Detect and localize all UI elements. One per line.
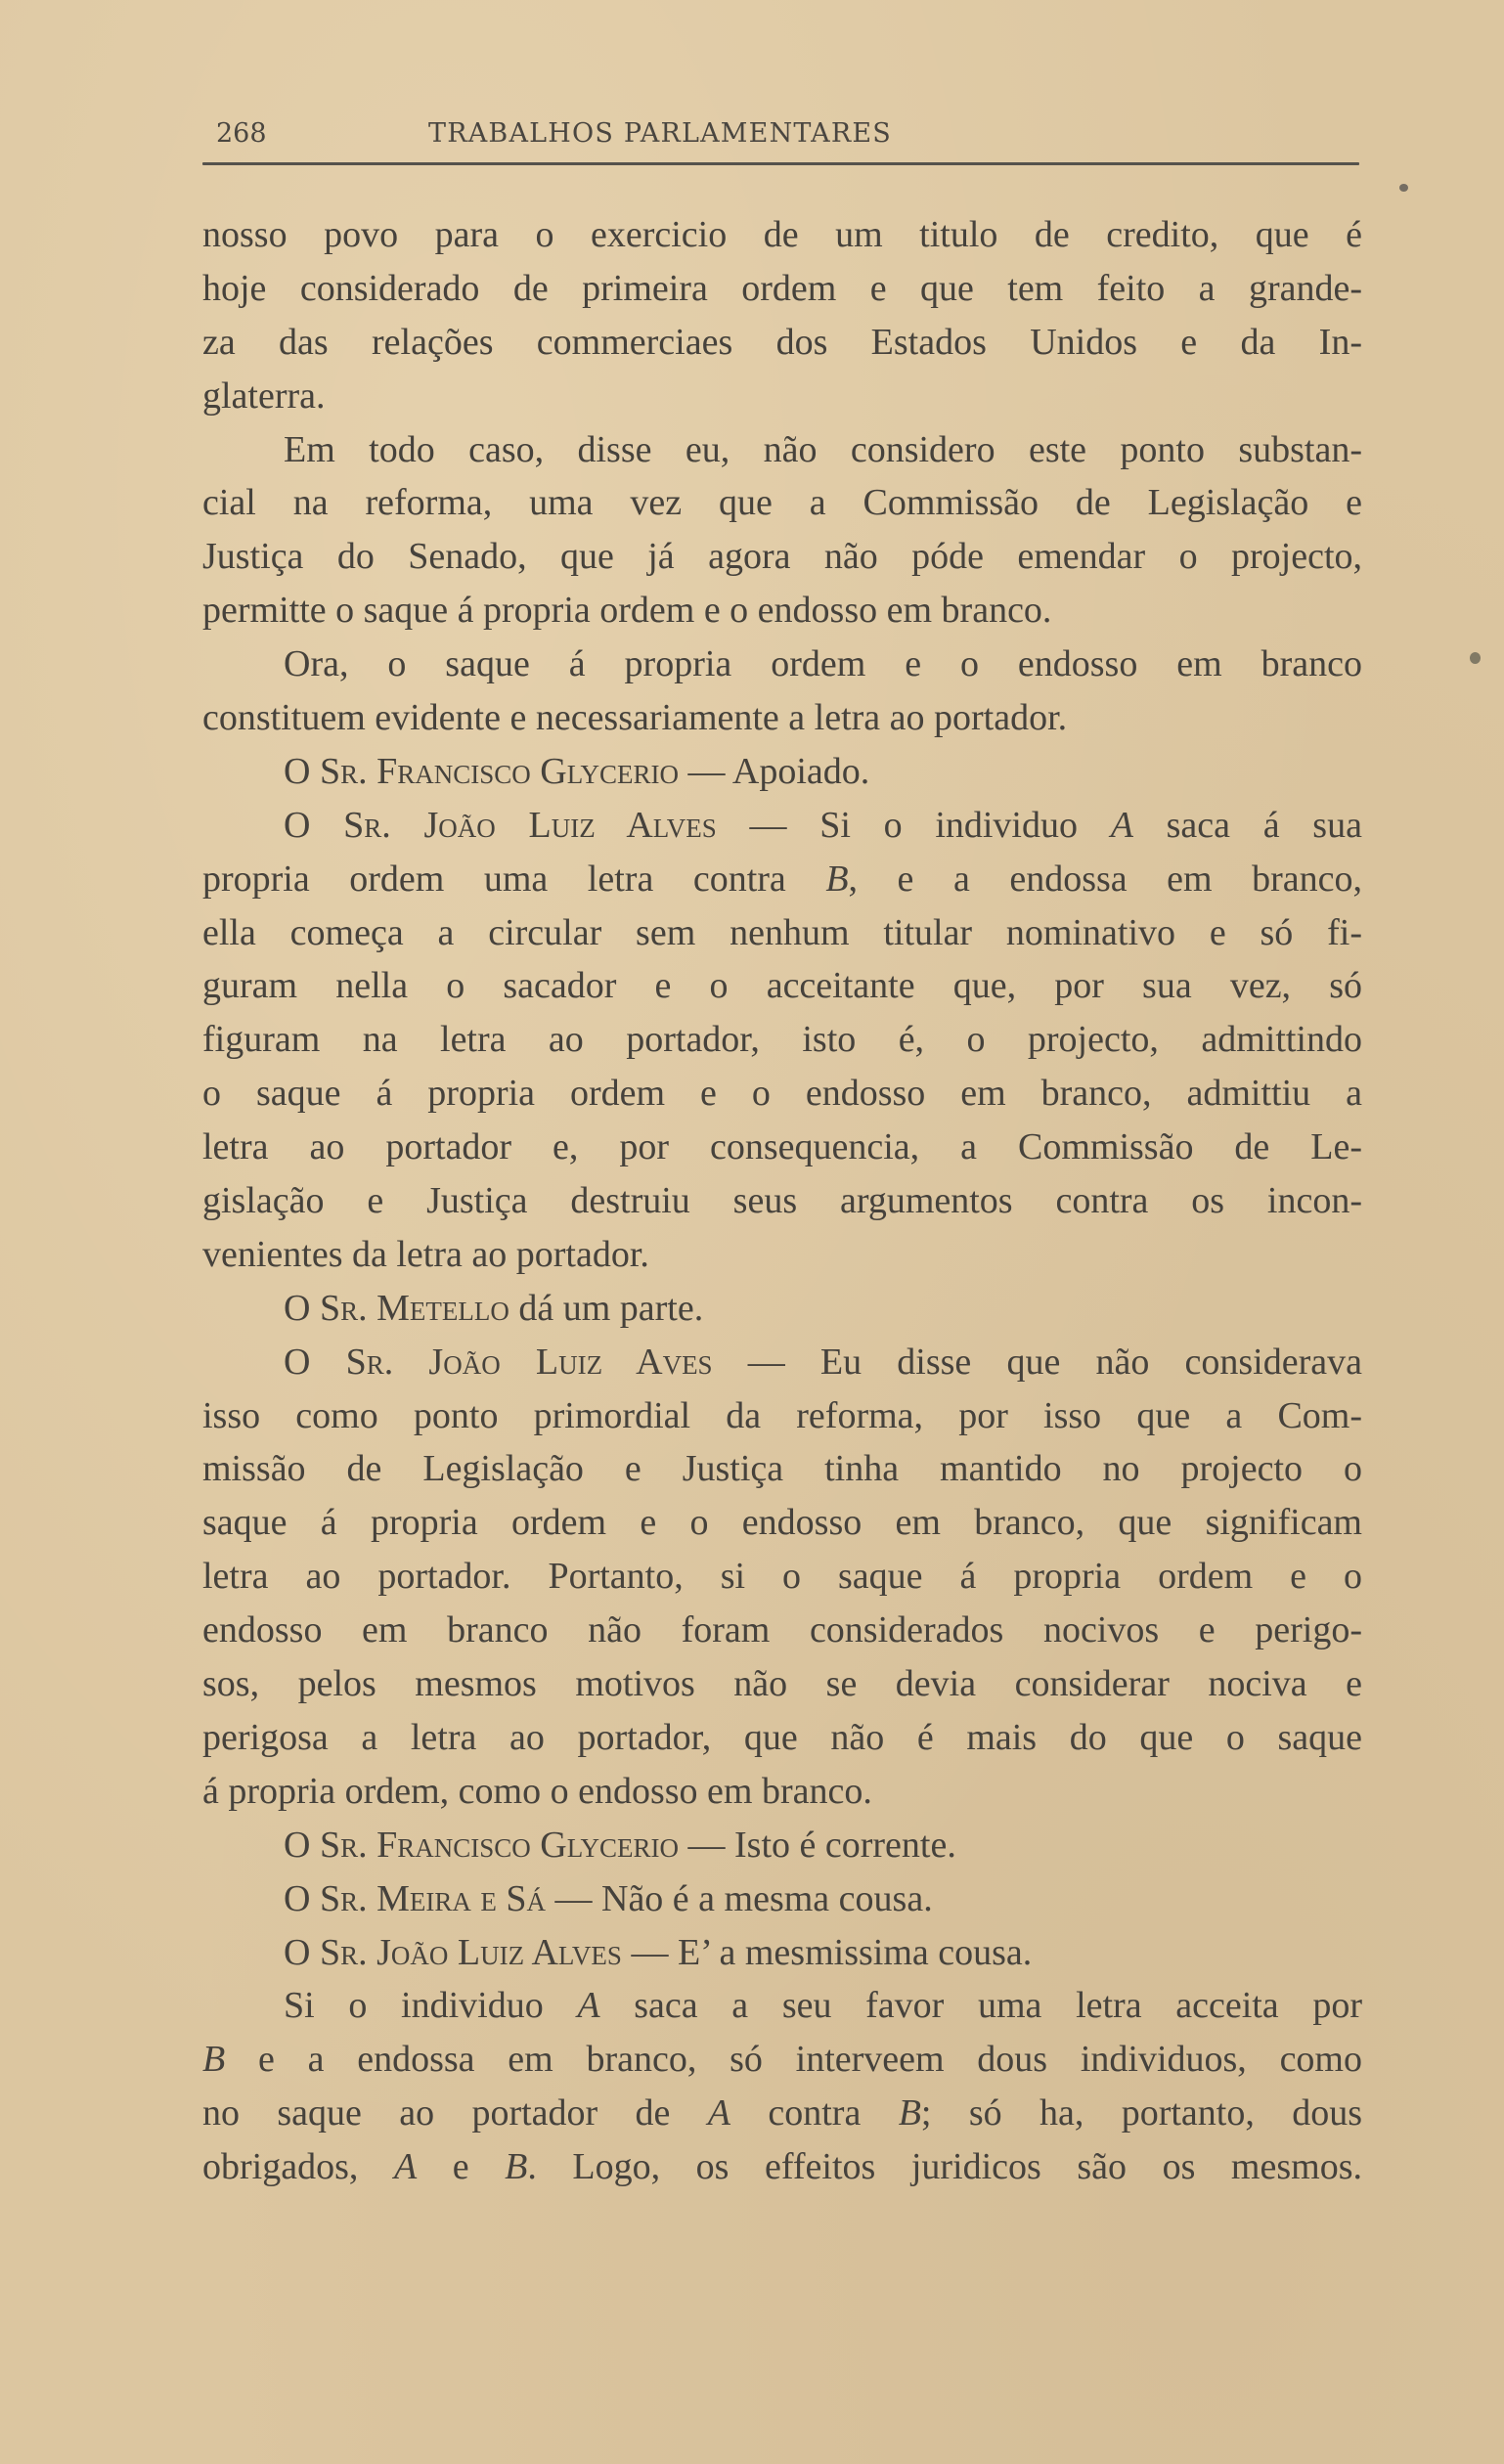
text-line <box>202 476 1362 530</box>
text-line <box>202 1496 1362 1550</box>
speaker-name: Sr. Francisco Glycerio <box>319 1824 679 1866</box>
text-line <box>202 799 1362 853</box>
text-line <box>202 1550 1362 1604</box>
text-segment: . Logo, os effeitos juridicos são os mesmos. <box>527 2146 1362 2188</box>
text-segment: letra ao portador. Portanto, si o saque á propria ordem e o <box>202 1556 1362 1598</box>
text-segment: permitte o saque á propria ordem e o endosso em branco. <box>202 590 1052 632</box>
text-line <box>202 530 1362 584</box>
text-line <box>202 1872 1362 1926</box>
text-segment: O <box>284 1877 320 1919</box>
text-line <box>202 1765 1362 1819</box>
text-segment: — Eu disse que não considerava <box>712 1341 1362 1383</box>
italic-variable: B <box>898 2092 921 2134</box>
text-line <box>202 423 1362 477</box>
text-segment: saca a seu favor uma letra acceita por <box>599 1985 1362 2027</box>
text-line <box>202 1228 1362 1282</box>
text-line <box>202 1067 1362 1121</box>
text-segment: propria ordem uma letra contra <box>202 858 826 900</box>
text-line <box>202 745 1362 799</box>
margin-ink-speck <box>1399 184 1408 192</box>
text-segment: glaterra. <box>202 374 326 417</box>
speaker-name: Sr. Meira e Sá <box>319 1877 546 1919</box>
text-segment: endosso em branco não foram considerados nocivos e perigo- <box>202 1609 1362 1651</box>
text-line <box>202 691 1362 745</box>
text-segment: — Apoiado. <box>679 750 870 792</box>
text-segment: ella começa a circular sem nenhum titular nominativo e só fi- <box>202 911 1362 953</box>
text-line <box>202 853 1362 906</box>
text-line <box>202 1926 1362 1980</box>
text-line <box>202 1389 1362 1443</box>
text-segment: O <box>284 1341 346 1383</box>
text-segment: hoje considerado de primeira ordem e que tem feito a grande- <box>202 267 1362 309</box>
header-rule <box>202 162 1359 165</box>
text-segment: constituem evidente e necessariamente a letra ao portador. <box>202 697 1068 739</box>
text-segment: cial na reforma, uma vez que a Commissão de Legislação e <box>202 482 1362 524</box>
text-segment: figuram na letra ao portador, isto é, o projecto, admittindo <box>202 1019 1362 1061</box>
text-segment: venientes da letra ao portador. <box>202 1233 649 1275</box>
speaker-name: Sr. Metello <box>319 1287 509 1329</box>
text-line <box>202 2087 1362 2140</box>
running-title: TRABALHOS PARLAMENTARES <box>428 118 892 149</box>
text-segment: Em todo caso, disse eu, não considero este ponto substan- <box>284 428 1362 470</box>
italic-variable: B <box>825 858 849 900</box>
text-segment: o saque á propria ordem e o endosso em branco, admittiu a <box>202 1073 1362 1115</box>
text-segment: e a endossa em branco, só interveem dous individuos, como <box>225 2039 1362 2081</box>
text-segment: Justiça do Senado, que já agora não póde emendar o projecto, <box>202 536 1362 578</box>
text-line <box>202 208 1362 262</box>
text-segment: letra ao portador e, por consequencia, a Commissão de Le- <box>202 1126 1362 1168</box>
text-segment: no saque ao portador de <box>202 2092 708 2134</box>
text-line <box>202 1013 1362 1067</box>
speaker-name: Sr. João Luiz Aves <box>345 1341 713 1383</box>
text-line <box>202 584 1362 638</box>
text-segment: dá um parte. <box>509 1287 704 1329</box>
body-text <box>202 208 1362 2194</box>
text-segment: á propria ordem, como o endosso em branco. <box>202 1770 872 1812</box>
text-line <box>202 638 1362 691</box>
speaker-name: Sr. João Luiz Alves <box>319 1931 622 1973</box>
text-segment: saca á sua <box>1132 804 1362 846</box>
text-segment: — Não é a mesma cousa. <box>546 1877 933 1919</box>
text-segment: guram nella o sacador e o acceitante que, por sua vez, só <box>202 965 1362 1007</box>
text-segment: obrigados, <box>202 2146 394 2188</box>
text-line <box>202 1711 1362 1765</box>
italic-variable: A <box>577 1985 600 2027</box>
text-segment: nosso povo para o exercicio de um titulo de credito, que é <box>202 214 1362 255</box>
text-line <box>202 1604 1362 1657</box>
speaker-name: Sr. João Luiz Alves <box>343 804 717 846</box>
text-line <box>202 1979 1362 2033</box>
text-segment: O <box>284 1824 320 1866</box>
text-line <box>202 1657 1362 1711</box>
text-segment: isso como ponto primordial da reforma, por isso que a Com- <box>202 1394 1362 1436</box>
text-segment: Si o individuo <box>284 1985 578 2027</box>
text-line <box>202 1282 1362 1336</box>
text-line <box>202 262 1362 316</box>
text-segment: O <box>284 750 320 792</box>
margin-ink-speck <box>1470 652 1481 664</box>
text-segment: , e a endossa em branco, <box>848 858 1362 900</box>
text-line <box>202 906 1362 960</box>
text-segment: — E’ a mesmissima cousa. <box>621 1931 1033 1973</box>
text-segment: O <box>284 804 344 846</box>
text-line <box>202 370 1362 423</box>
text-segment: gislação e Justiça destruiu seus argumentos contra os incon- <box>202 1180 1362 1222</box>
text-line <box>202 1442 1362 1496</box>
text-segment: missão de Legislação e Justiça tinha mantido no projecto o <box>202 1448 1362 1490</box>
text-line <box>202 1819 1362 1872</box>
page-number: 268 <box>216 118 267 149</box>
italic-variable: A <box>1110 804 1133 846</box>
italic-variable: B <box>202 2039 226 2081</box>
text-segment: contra <box>730 2092 899 2134</box>
running-head <box>202 113 1359 153</box>
speaker-name: Sr. Francisco Glycerio <box>319 750 679 792</box>
text-line <box>202 2033 1362 2087</box>
text-line <box>202 316 1362 370</box>
text-line <box>202 1121 1362 1174</box>
text-segment: ; só ha, portanto, dous <box>920 2092 1362 2134</box>
text-segment: za das relações commerciaes dos Estados Unidos e da In- <box>202 321 1362 363</box>
text-segment: perigosa a letra ao portador, que não é mais do que o saque <box>202 1716 1362 1758</box>
text-segment: Ora, o saque á propria ordem e o endosso em branco <box>284 643 1362 685</box>
text-segment: sos, pelos mesmos motivos não se devia considerar nociva e <box>202 1663 1362 1705</box>
text-segment: O <box>284 1931 320 1973</box>
text-line <box>202 959 1362 1013</box>
text-segment: e <box>417 2146 506 2188</box>
italic-variable: A <box>393 2146 418 2188</box>
italic-variable: A <box>707 2092 731 2134</box>
text-line <box>202 2140 1362 2194</box>
text-segment: — Si o individuo <box>716 804 1111 846</box>
italic-variable: B <box>505 2146 528 2188</box>
text-segment: O <box>284 1287 320 1329</box>
text-segment: — Isto é corrente. <box>679 1824 956 1866</box>
text-line <box>202 1336 1362 1389</box>
text-segment: saque á propria ordem e o endosso em branco, que significam <box>202 1502 1362 1544</box>
text-line <box>202 1174 1362 1228</box>
